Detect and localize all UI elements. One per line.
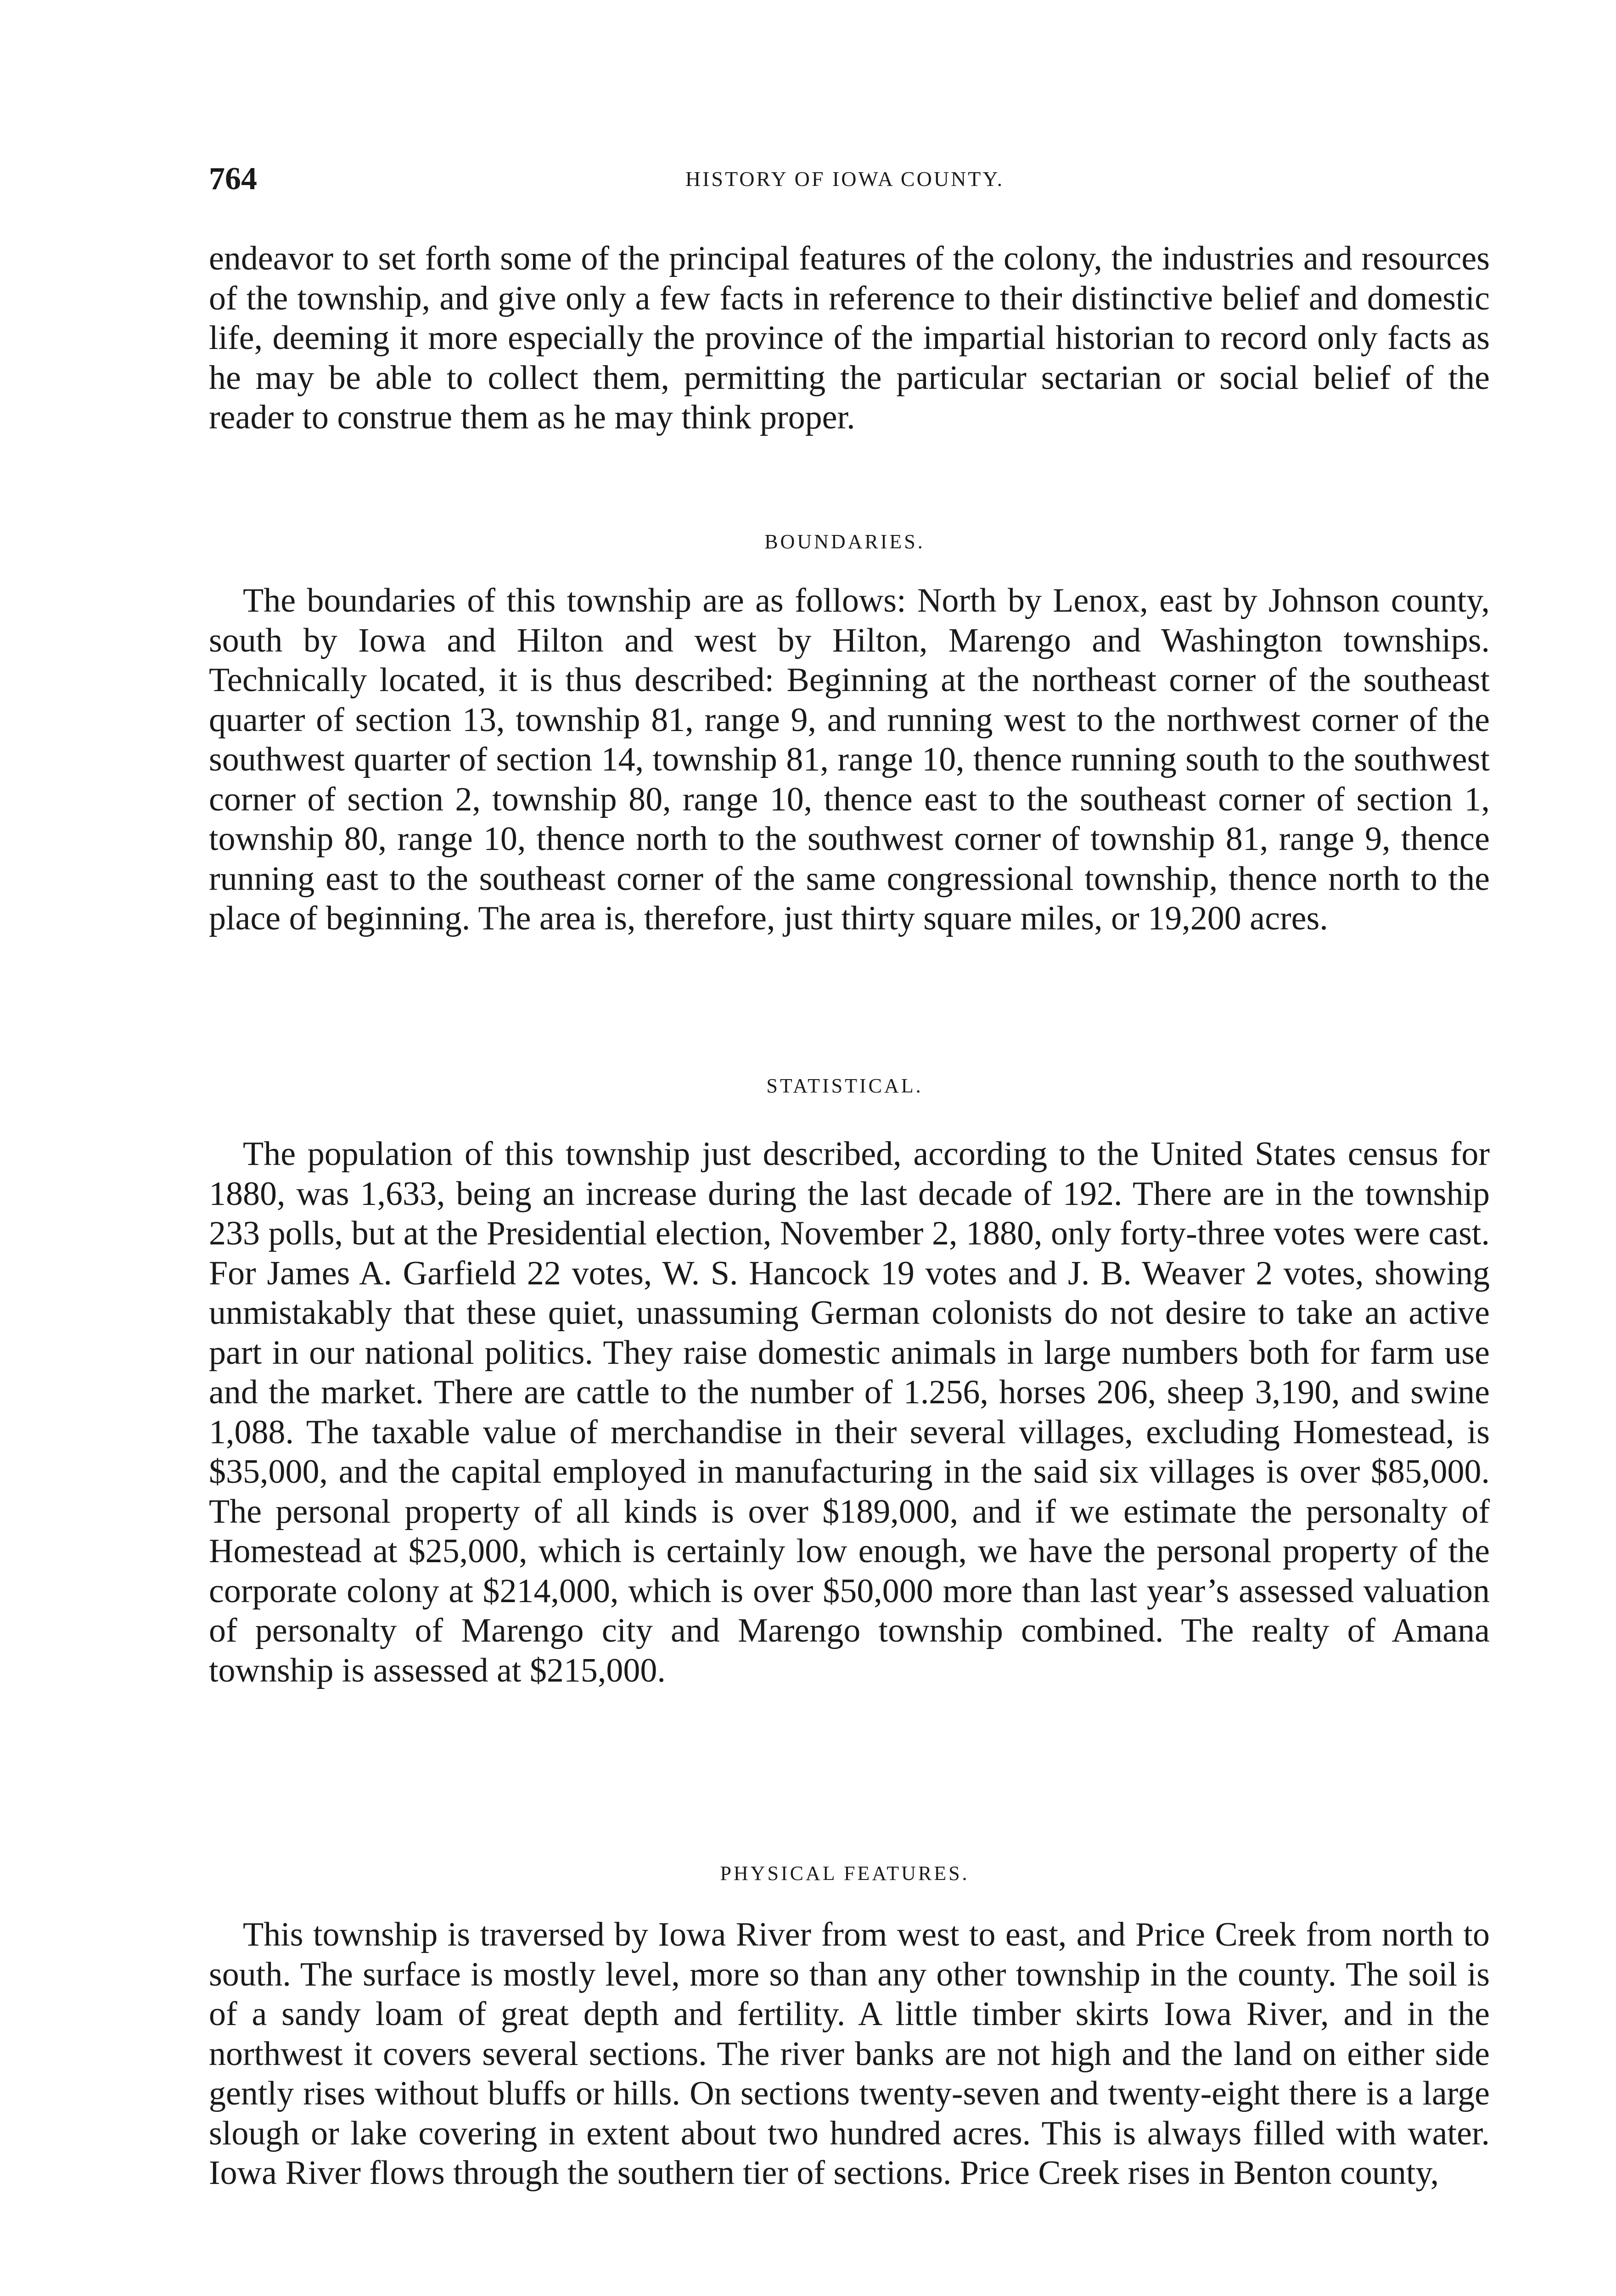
boundaries-paragraph: The boundaries of this township are as follows: North by Lenox, east by Johnson county, south by Iowa and Hilton and west by Hilton, Marengo and Washington townships. Technically located, it is thus described: Beginning at the northeast corner of the southeast quarter of section 13, township 81, range 9, and running west to the northwest corner of the southwest quarter of section 14, township 81, range 10, thence running south to the southwest corner of section 2, township 80, range 10, thence east to the southeast corner of section 1, township 80, range 10, thence north to the southwest corner of township 81, range 9, thence running east to the southeast corner of the same congressional township, thence north to the place of beginning. The area is, therefore, just thirty square miles, or 19,200 acres.	[209, 582, 1490, 937]
page-number: 764	[209, 161, 257, 197]
physical-features-paragraph: This township is traversed by Iowa River from west to east, and Price Creek from north to south. The surface is mostly level, more so than any other township in the county. The soil is of a sandy loam of great depth and fertility. A little timber skirts Iowa River, and in the northwest it covers several sections. The river banks are not high and the land on either side gently rises without bluffs or hills. On sections twenty-seven and twenty-eight there is a large slough or lake covering in extent about two hundred acres. This is always filled with water. Iowa River flows through the southern tier of sections. Price Creek rises in Benton county,	[209, 1916, 1490, 2192]
heading-physical-features: PHYSICAL FEATURES.	[720, 1862, 970, 1885]
page-header	[209, 158, 1481, 200]
intro-paragraph: endeavor to set forth some of the principal features of the colony, the industries and resources of the township, and give only a few facts in reference to their distinctive belief and domestic life, deeming it more especially the province of the impartial historian to record only facts as he may be able to collect them, permitting the particular sectarian or social belief of the reader to construe them as he may think proper.	[209, 240, 1490, 436]
statistical-paragraph: The population of this township just described, according to the United States census for 1880, was 1,633, being an increase during the last decade of 192. There are in the township 233 polls, but at the Presidential election, November 2, 1880, only forty-three votes were cast. For James A. Garfield 22 votes, W. S. Hancock 19 votes and J. B. Weaver 2 votes, showing unmistakably that these quiet, unassuming German colonists do not desire to take an active part in our national politics. They raise domestic animals in large numbers both for farm use and the market. There are cattle to the number of 1.256, horses 206, sheep 3,190, and swine 1,088. The taxable value of merchandise in their several villages, excluding Homestead, is $35,000, and the capital employed in manufacturing in the said six villages is over $85,000. The personal property of all kinds is over $189,000, and if we estimate the personalty of Homestead at $25,000, which is certainly low enough, we have the personal property of the corporate colony at $214,000, which is over $50,000 more than last year’s assessed valuation of personalty of Marengo city and Marengo township combined. The realty of Amana township is assessed at $215,000.	[209, 1135, 1490, 1689]
statistical-section	[209, 1134, 1490, 1690]
heading-boundaries: BOUNDARIES.	[764, 530, 925, 553]
running-title: HISTORY OF IOWA COUNTY.	[685, 167, 1004, 191]
heading-statistical: STATISTICAL.	[766, 1075, 923, 1097]
boundaries-section	[209, 581, 1490, 939]
intro-section	[209, 239, 1490, 438]
physical-features-section	[209, 1915, 1490, 2193]
